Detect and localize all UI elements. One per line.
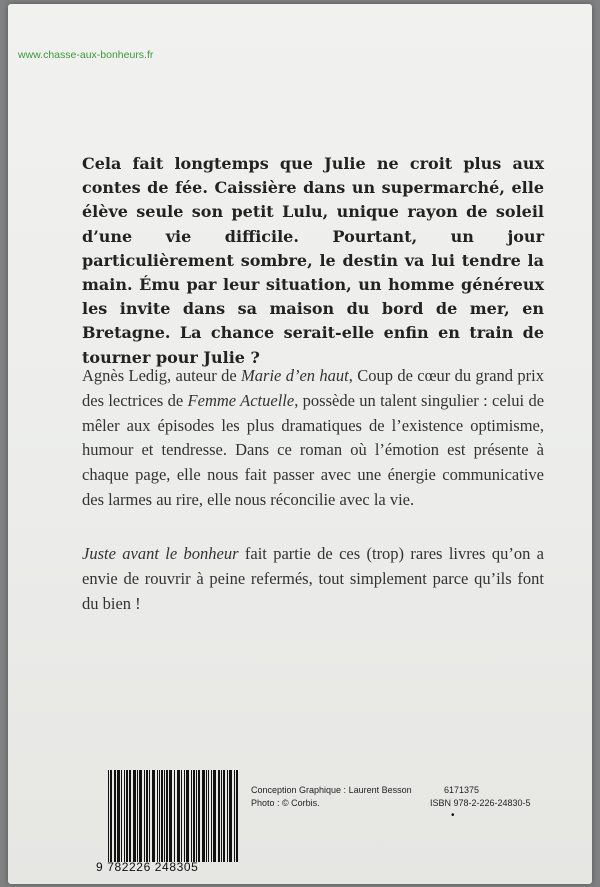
back-cover [8, 4, 592, 884]
blurb-paragraph-1: Cela fait longtemps que Julie ne croit plus aux contes de fée. Caissière dans un supermarché, elle élève seule son petit Lulu, unique rayon de soleil d’une vie difficile. Pourtant, un jour particulièrement sombre, le destin va lui tendre la main. Ému par leur situation, un homme généreux les invite dans sa maison du bord de mer, en Bretagne. La chance serait-elle enfin en train de tourner pour Julie ? [82, 154, 544, 367]
barcode-bar [177, 770, 178, 862]
barcode-bar [115, 770, 116, 862]
barcode-bar [114, 770, 115, 862]
blurb-paragraph-3 [82, 542, 544, 616]
title-marie-den-haut: Marie d’en haut [241, 366, 349, 385]
design-credit: Conception Graphique : Laurent Besson [251, 785, 412, 795]
barcode-bar [139, 770, 140, 862]
barcode-bar [129, 770, 130, 862]
barcode-bar [199, 770, 200, 862]
barcode-bar [221, 770, 222, 862]
barcode-bar [211, 770, 212, 862]
barcode-bar [140, 770, 141, 862]
barcode-bar [124, 770, 125, 862]
barcode-bar [157, 770, 158, 862]
barcode-bar [236, 770, 237, 862]
photo-credit: Photo : © Corbis. [251, 798, 320, 808]
barcode-bar [213, 770, 214, 862]
barcode-bar [219, 770, 220, 862]
barcode-bar [170, 770, 171, 862]
barcode-bar [208, 770, 209, 862]
barcode-bar [229, 770, 230, 862]
barcode-bar [159, 770, 160, 862]
barcode-bar [193, 770, 194, 862]
barcode-bar [181, 770, 182, 862]
barcode-bar [147, 770, 148, 862]
barcode-bar [126, 770, 127, 862]
barcode-bar [166, 770, 167, 862]
barcode-bar [203, 770, 204, 862]
barcode-bar [218, 770, 219, 862]
barcode-bar [108, 770, 109, 862]
isbn-text: ISBN 978-2-226-24830-5 [430, 798, 531, 808]
barcode-bar [167, 770, 168, 862]
barcode-bar [215, 770, 216, 862]
watermark-url: www.chasse-aux-bonheurs.fr [18, 49, 154, 61]
barcode-bar [169, 770, 170, 862]
barcode-bar [146, 770, 147, 862]
barcode-bar [224, 770, 225, 862]
barcode-bar [154, 770, 155, 862]
barcode-bar [174, 770, 175, 862]
barcode-bar [110, 770, 111, 862]
barcode-bar [230, 770, 231, 862]
barcode-bar [141, 770, 142, 862]
barcode-bar [231, 770, 232, 862]
blurb-paragraph-2 [82, 364, 544, 513]
title-femme-actuelle: Femme Actuelle [187, 390, 295, 410]
barcode-bar [234, 770, 235, 862]
barcode-bar [194, 770, 195, 862]
barcode-bar [202, 770, 203, 862]
barcode-bar [171, 770, 172, 862]
barcode-bar [198, 770, 199, 862]
barcode-bar [152, 770, 153, 862]
barcode-bar [191, 770, 192, 862]
barcode-bar [119, 770, 120, 862]
barcode-bar [188, 770, 189, 862]
barcode-number: 9 782226 248305 [96, 860, 199, 874]
barcode-bar [237, 770, 238, 862]
barcode-bar [149, 770, 150, 862]
small-mark: • [451, 810, 455, 821]
barcode-bar [206, 770, 207, 862]
barcode-bar [111, 770, 112, 862]
barcode-bar [121, 770, 122, 862]
barcode-bar [144, 770, 145, 862]
barcode-bar [161, 770, 162, 862]
barcode-bar [164, 770, 165, 862]
barcode-bars [108, 770, 239, 862]
barcode-bar [118, 770, 119, 862]
barcode-bar [117, 770, 118, 862]
barcode-bar [187, 770, 188, 862]
barcode-bar [153, 770, 154, 862]
barcode-bar [178, 770, 179, 862]
credits [251, 784, 412, 810]
barcode-bar [130, 770, 131, 862]
barcode-bar [162, 770, 163, 862]
barcode-bar [133, 770, 134, 862]
barcode-bar [223, 770, 224, 862]
barcode-bar [179, 770, 180, 862]
title-juste-avant-le-bonheur: Juste avant le bonheur [82, 544, 239, 563]
barcode-bar [184, 770, 185, 862]
p3-text: fait partie de ces (trop) rares livres qu’on a envie de rouvrir à peine refermés, tout simplement parce qu’ils font du bien ! [82, 544, 544, 613]
barcode-bar [186, 770, 187, 862]
p2-text-c: , possède un talent singulier : celui de mêler aux épisodes les plus dramatiques de l’existence optimisme, humour et tendresse. Dans ce roman où l’émotion est présente à chaque page, elle nous fait passer avec une énergie communicative des larmes au rire, elle nous réconcilie avec la vie. [82, 390, 545, 509]
barcode-bar [127, 770, 128, 862]
barcode-bar [196, 770, 197, 862]
product-codes [430, 784, 531, 810]
barcode-bar [135, 770, 136, 862]
internal-number: 6171375 [444, 785, 480, 795]
barcode-bar [214, 770, 215, 862]
barcode-bar [227, 770, 228, 862]
isbn-barcode [96, 770, 241, 882]
p2-text-a: Agnès Ledig, auteur de [82, 366, 242, 385]
barcode-bar [134, 770, 135, 862]
p2-text-b: , Coup de cœur du grand prix des lectrices de [82, 366, 544, 410]
barcode-bar [137, 770, 138, 862]
barcode-bar [204, 770, 205, 862]
